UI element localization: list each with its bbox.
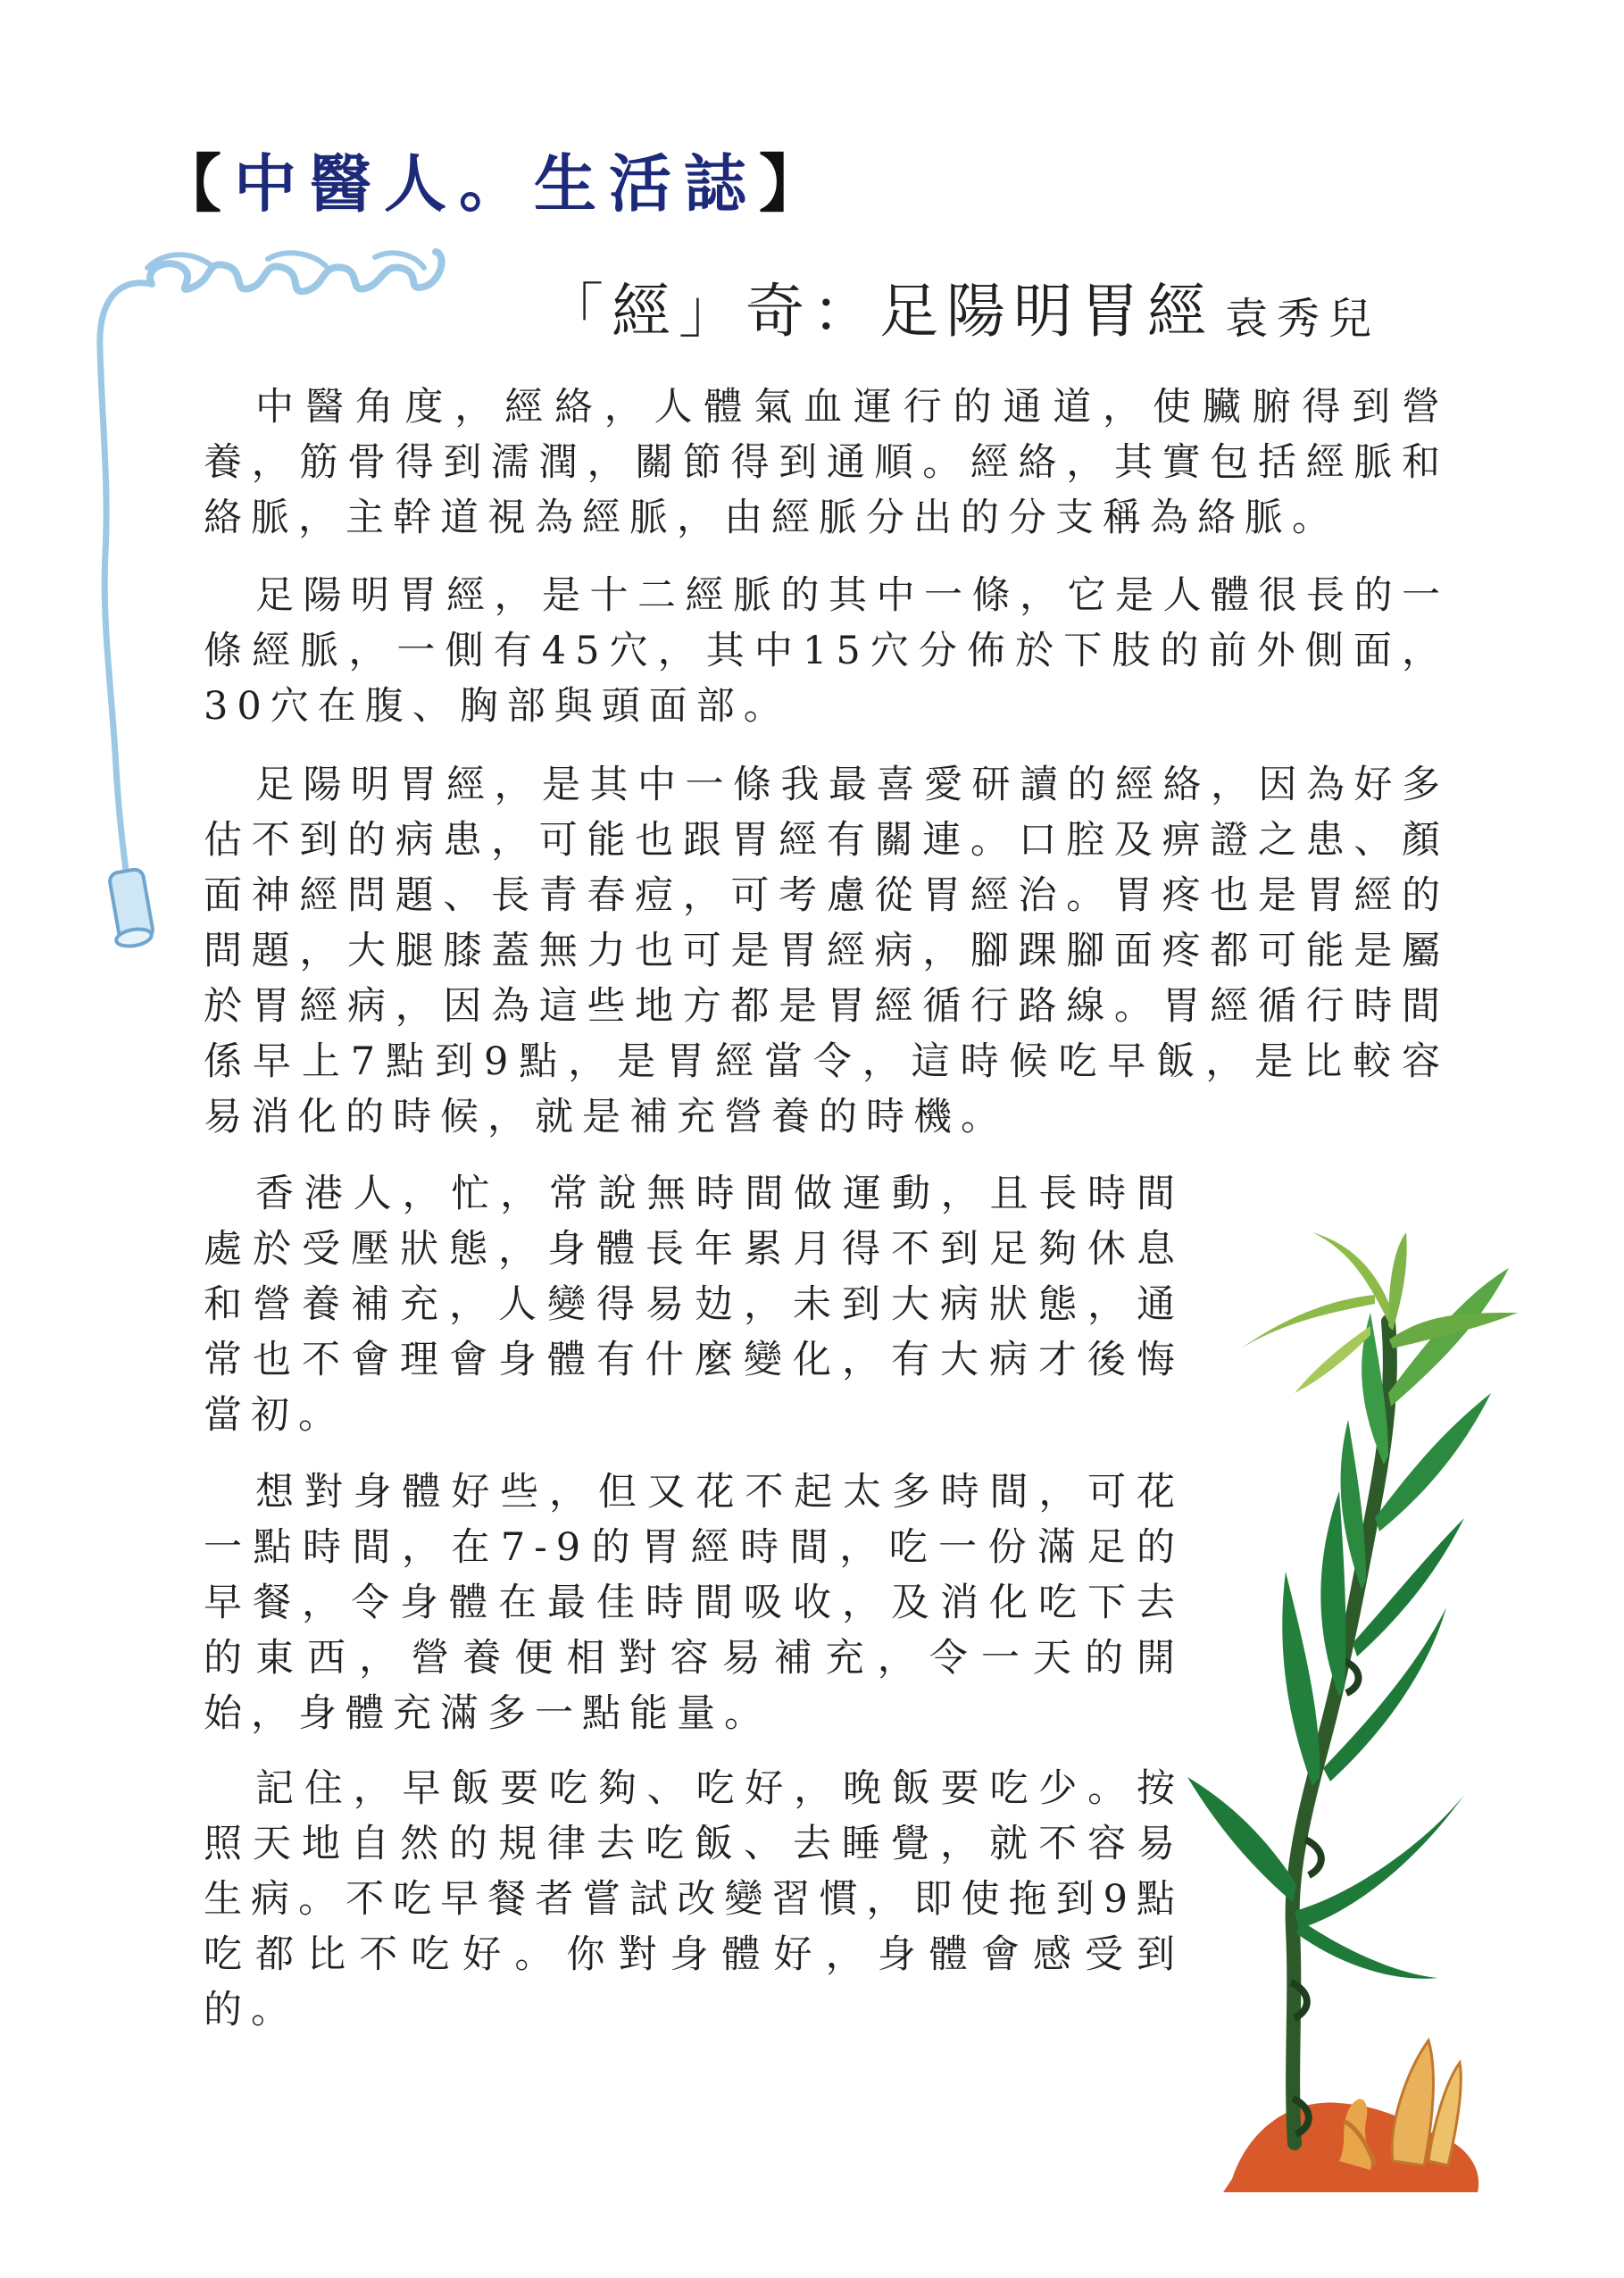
paragraph-6: 記住，早飯要吃夠、吃好，晚飯要吃少。按照天地自然的規律去吃飯、去睡覺，就不容易生病。不吃早餐者嘗試改變習慣，即使拖到9點吃都比不吃好。你對身體好，身體會感受到的。 [204, 1766, 1184, 2032]
header-bracket-open: 【 [159, 146, 234, 221]
bamboo-plant-icon [1187, 1232, 1518, 2192]
paragraph-1: 中醫角度，經絡，人體氣血運行的通道，使臟腑得到營養，筋骨得到濡潤，關節得到通順。經絡，其實包括經脈和絡脈，主幹道視為經脈，由經脈分出的分支稱為絡脈。 [204, 385, 1449, 540]
article-author: 袁秀兒 [1225, 294, 1381, 344]
paragraph-5: 想對身體好些，但又花不起太多時間，可花一點時間，在7-9的胃經時間，吃一份滿足的早餐，令身體在最佳時間吸收，及消化吃下去的東西，營養便相對容易補充，令一天的開始，身體充滿多一點能量。 [204, 1470, 1184, 1736]
paragraph-3: 足陽明胃經，是其中一條我最喜愛研讀的經絡，因為好多估不到的病患，可能也跟胃經有關連。口腔及痹證之患、顏面神經問題、長青春痘，可考慮從胃經治。胃疼也是胃經的問題，大腿膝蓋無力也可是胃經病，腳踝腳面疼都可能是屬於胃經病，因為這些地方都是胃經循行路線。胃經循行時間係早上7點到9點，是胃經當令，這時候吃早飯，是比較容易消化的時候，就是補充營養的時機。 [204, 763, 1449, 1139]
cord-connector-icon [109, 868, 154, 948]
header-text: 中醫人。生活誌 [234, 146, 759, 221]
paragraph-2: 足陽明胃經，是十二經脈的其中一條，它是人體很長的一條經脈，一側有45穴，其中15穴分佈於下肢的前外側面，30穴在腹、胸部與頭面部。 [204, 573, 1449, 729]
article-title: 「經」奇：足陽明胃經 [545, 277, 1214, 346]
paragraph-4: 香港人，忙，常說無時間做運動，且長時間處於受壓狀態，身體長年累月得不到足夠休息和營養補充，人變得易攰，未到大病狀態，通常也不會理會身體有什麼變化，有大病才後悔當初。 [204, 1172, 1184, 1438]
header-bracket-close: 】 [759, 146, 834, 221]
